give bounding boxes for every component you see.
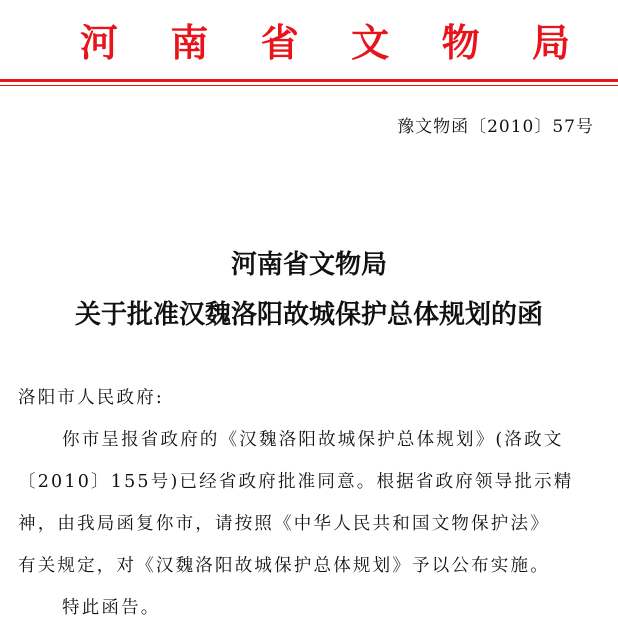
letterhead-char: 南: [170, 21, 209, 65]
body-line: 神，由我局函复你市，请按照《中华人民共和国文物保护法》: [18, 514, 550, 534]
title-line-2: 关于批准汉魏洛阳故城保护总体规划的函: [74, 300, 543, 330]
closing: 特此函告。: [62, 598, 161, 618]
document-number: 豫文物函〔2010〕57号: [397, 117, 594, 137]
letterhead-char: 物: [441, 21, 480, 65]
letterhead-char: 文: [351, 21, 390, 65]
letterhead: [80, 18, 570, 68]
letterhead-char: 河: [80, 21, 119, 65]
salutation: 洛阳市人民政府:: [18, 388, 164, 408]
body-line: 〔2010〕155号)已经省政府批准同意。根据省政府领导批示精: [18, 472, 574, 492]
red-divider-thin: [0, 85, 618, 86]
title-line-1: 河南省文物局: [230, 250, 387, 280]
body-line: 你市呈报省政府的《汉魏洛阳故城保护总体规划》(洛政文: [62, 430, 564, 450]
red-divider-thick: [0, 79, 618, 82]
letterhead-char: 省: [260, 21, 299, 65]
letterhead-char: 局: [531, 21, 570, 65]
body-line: 有关规定，对《汉魏洛阳故城保护总体规划》予以公布实施。: [18, 556, 550, 576]
